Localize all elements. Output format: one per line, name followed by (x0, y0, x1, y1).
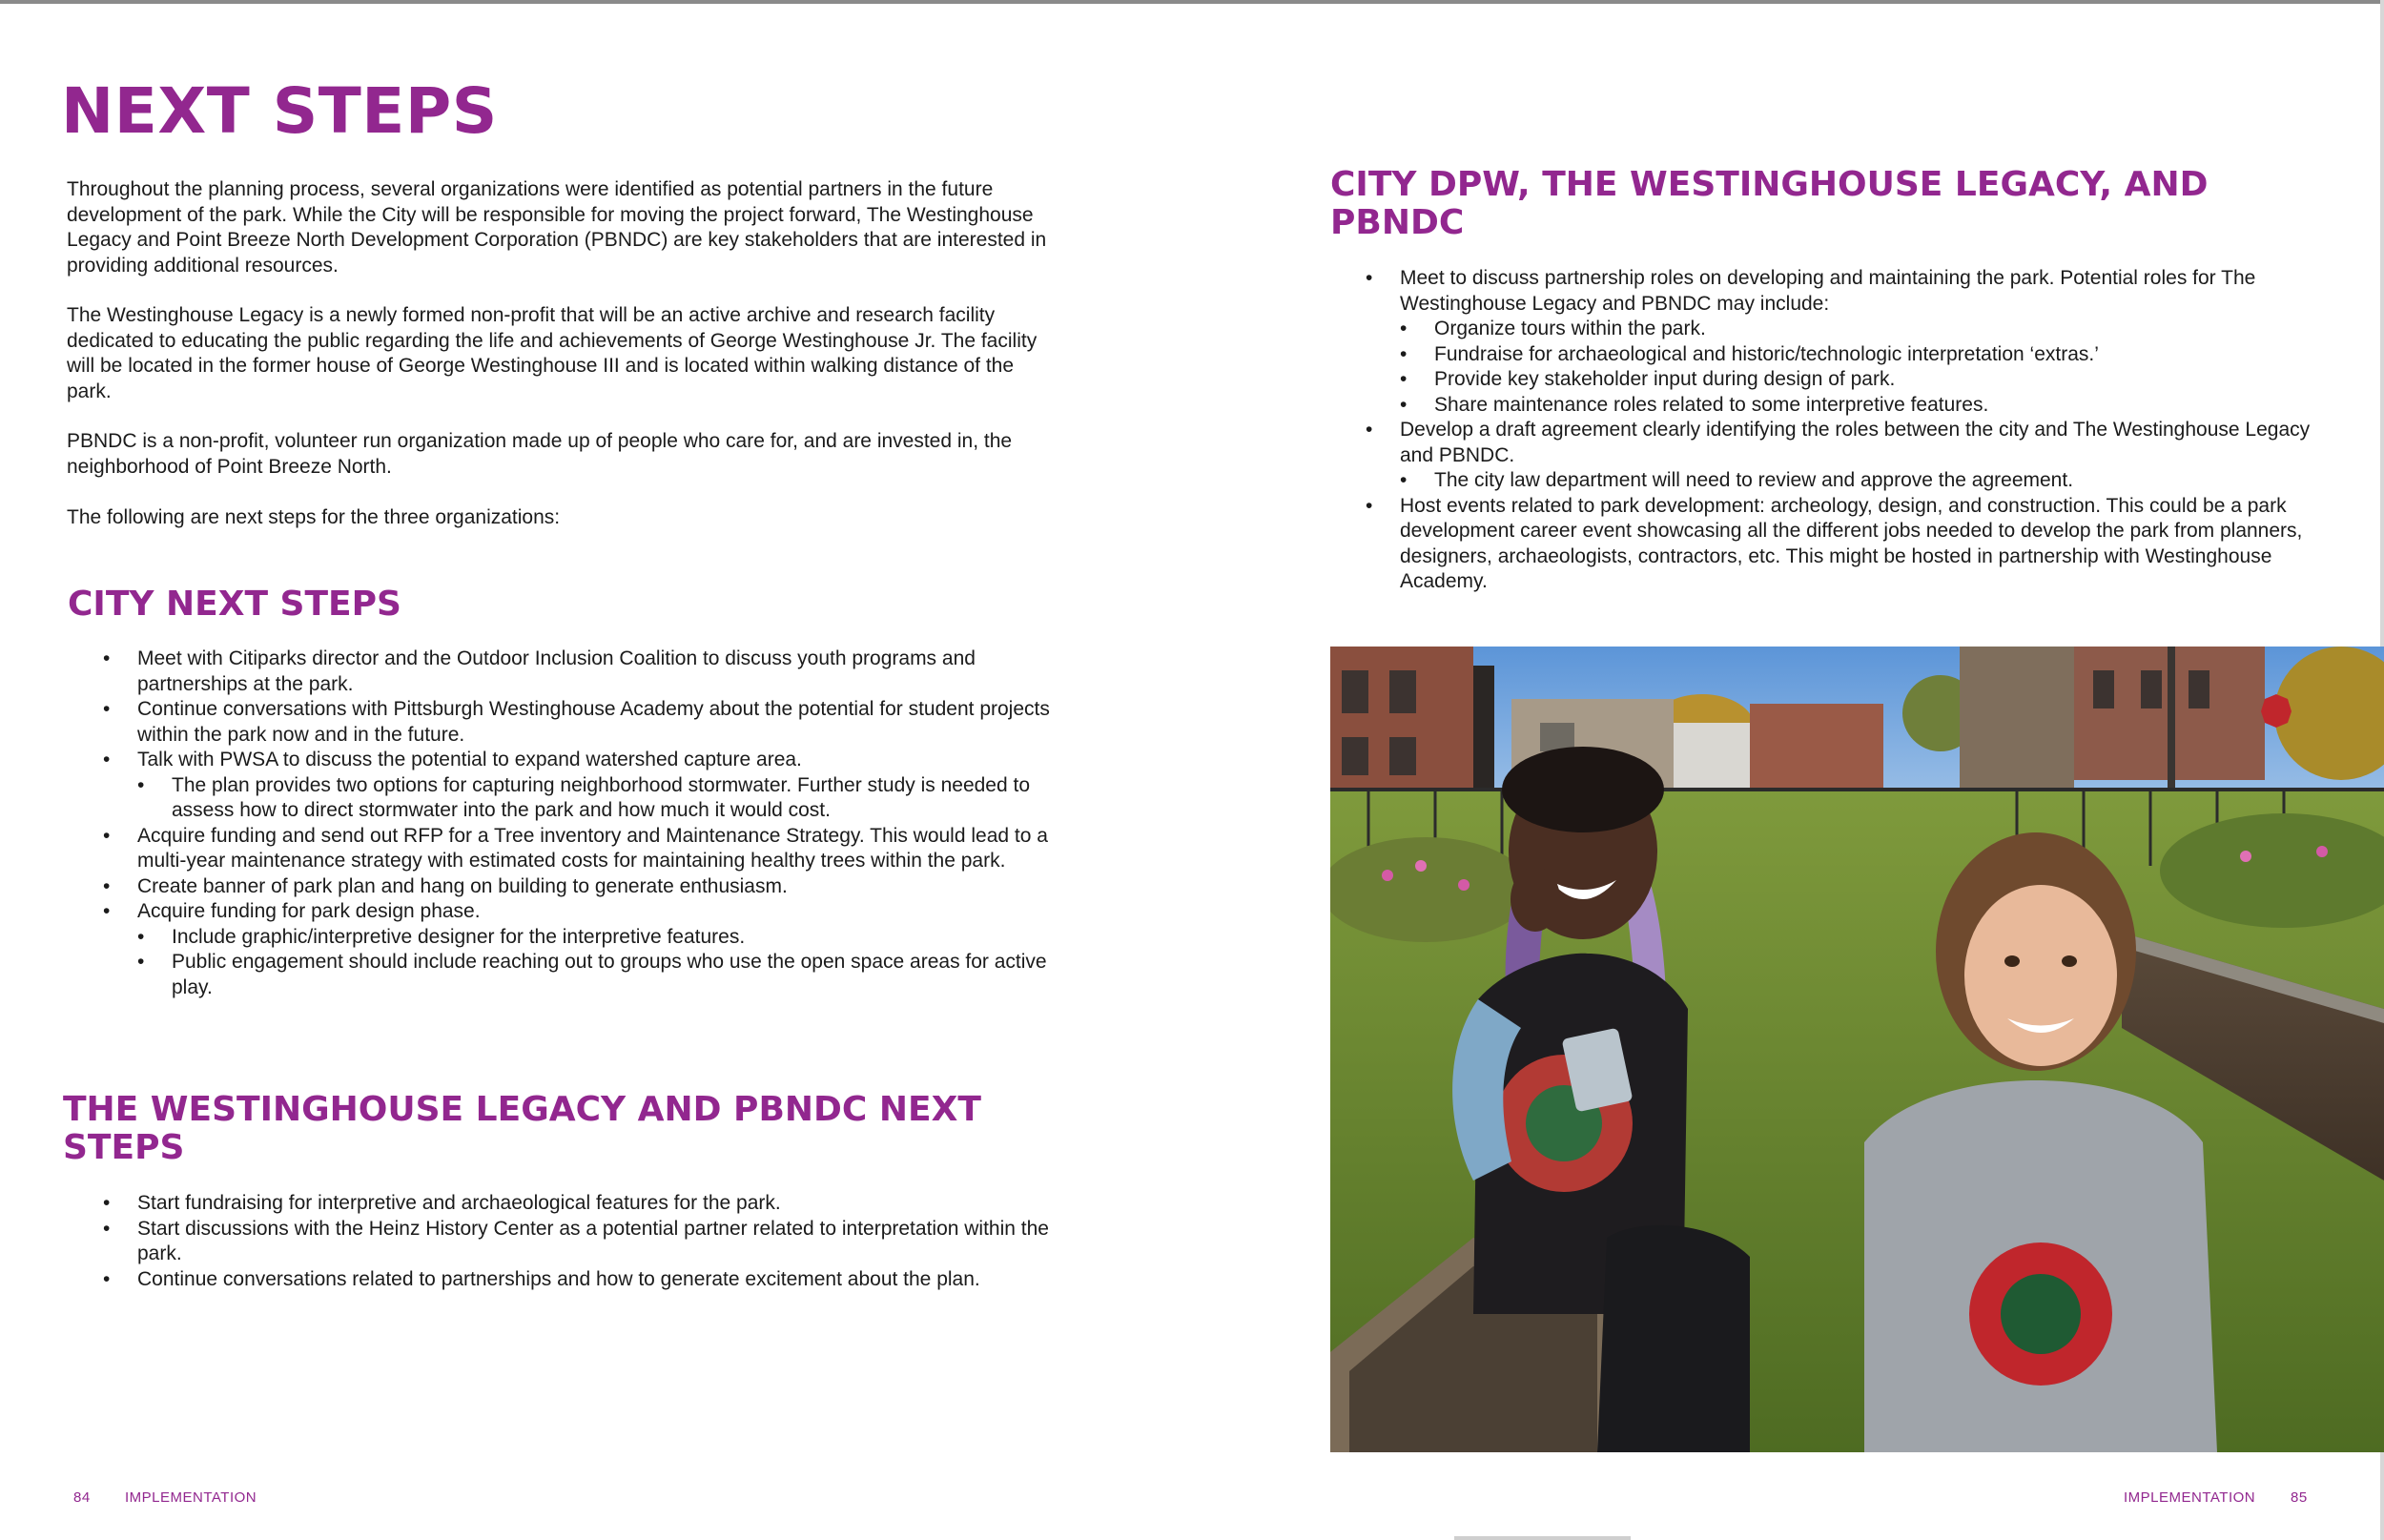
dpw-steps-list (1364, 266, 2317, 595)
list-item: • The plan provides two options for capturing neighborhood stormwater. Further study is needed to assess how to direct stormwater into the park and how much it would cost. (135, 773, 1055, 824)
flower (1458, 879, 1469, 891)
dpw-heading: CITY DPW, THE WESTINGHOUSE LEGACY, AND PBNDC (1330, 165, 2209, 242)
building-window (2093, 670, 2114, 708)
list-item: • Talk with PWSA to discuss the potential to expand watershed capture area. (101, 748, 1055, 773)
building-window (1389, 737, 1416, 775)
list-item: • Meet with Citiparks director and the Outdoor Inclusion Coalition to discuss youth programs and partnerships at the park. (101, 647, 1055, 697)
fence-rail (1330, 788, 2384, 791)
list-item: • Create banner of park plan and hang on building to generate enthusiasm. (101, 874, 1055, 900)
list-item: • Fundraise for archaeological and historic/technologic interpretation ‘extras.’ (1398, 342, 2317, 368)
list-item: • The city law department will need to review and approve the agreement. (1398, 468, 2317, 494)
intro-paragraph-3: PBNDC is a non-profit, volunteer run organization made up of people who care for, and are invested in, the neighborhood of Point Breeze North. (67, 430, 1013, 478)
list-item: • Host events related to park development: archeology, design, and construction. This could be a park development career event showcasing all the different jobs needed to develop the park from planners, designers, archaeologists, contractors, etc. This might be hosted in partnership with Westinghouse Academy. (1364, 494, 2317, 595)
legacy-next-steps-list (101, 1191, 1055, 1292)
flower-bed (1330, 837, 1531, 942)
list-item: • Acquire funding and send out RFP for a Tree inventory and Maintenance Strategy. This would lead to a multi-year maintenance strategy with estimated costs for maintaining healthy trees within the park. (101, 824, 1055, 874)
footer-section-label: IMPLEMENTATION (125, 1489, 257, 1506)
building-window (1342, 737, 1368, 775)
list-item: • Organize tours within the park. (1398, 317, 2317, 342)
list-item: • Acquire funding for park design phase. (101, 899, 1055, 925)
list-item: • Share maintenance roles related to some interpretive features. (1398, 393, 2317, 419)
building-window (1342, 670, 1368, 713)
flower (2316, 846, 2328, 857)
list-item: • Provide key stakeholder input during design of park. (1398, 367, 2317, 393)
list-item: • Continue conversations related to partnerships and how to generate excitement about the plan. (101, 1267, 1055, 1293)
fire-escape (1473, 666, 1494, 799)
city-next-steps-list (101, 647, 1055, 1000)
list-item: • Public engagement should include reaching out to groups who use the open space areas for active play. (135, 950, 1055, 1000)
intro-paragraph-2: The Westinghouse Legacy is a newly formed non-profit that will be an active archive and research facility dedicated to educating the public regarding the life and achievements of George Westinghouse Jr. The facility will be located in the former house of George Westinghouse III and is located within walking distance of the park. (67, 304, 1038, 402)
footer-page-number: 84 (73, 1489, 91, 1506)
chair (1597, 1225, 1750, 1452)
intro-paragraph-1: Throughout the planning process, several organizations were identified as potential partners in the future development of the park. While the City will be responsible for moving the project forward, The Westinghouse Legacy and Point Breeze North Development Corporation (PBNDC) are key stakeholders that are interested in providing additional resources. (67, 178, 1047, 277)
list-item: • Meet to discuss partnership roles on developing and maintaining the park. Potential roles for The Westinghouse Legacy and PBNDC may include: (1364, 266, 2317, 317)
list-item: • Start discussions with the Heinz History Center as a potential partner related to interpretation within the park. (101, 1217, 1055, 1267)
city-next-steps-heading: CITY NEXT STEPS (68, 585, 401, 624)
flower (2240, 851, 2251, 862)
flower (1382, 870, 1393, 881)
building-window (2141, 670, 2162, 708)
list-item: • Include graphic/interpretive designer for the interpretive features. (135, 925, 1055, 951)
stop-sign (2261, 694, 2292, 728)
list-item: • Continue conversations with Pittsburgh Westinghouse Academy about the potential for student projects within the park now and in the future. (101, 697, 1055, 748)
legacy-next-steps-heading: THE WESTINGHOUSE LEGACY AND PBNDC NEXT STEPS (63, 1090, 981, 1167)
list-item: • Develop a draft agreement clearly identifying the roles between the city and The Westinghouse Legacy and PBNDC. (1364, 418, 2317, 468)
page-title: NEXT STEPS (61, 74, 498, 148)
building (1960, 647, 2074, 790)
building-window (1389, 670, 1416, 713)
brick-building (1330, 647, 1473, 799)
flower (1415, 860, 1427, 872)
building-window (1540, 723, 1574, 751)
list-item: • Start fundraising for interpretive and archaeological features for the park. (101, 1191, 1055, 1217)
intro-paragraph-4: The following are next steps for the three organizations: (67, 506, 561, 528)
garden-photo (1330, 647, 2384, 1452)
building-window (2189, 670, 2209, 708)
footer-page-number: 85 (2291, 1489, 2308, 1506)
horizontal-scrollbar[interactable] (1454, 1536, 1631, 1540)
footer-section-label: IMPLEMENTATION (2124, 1489, 2256, 1506)
